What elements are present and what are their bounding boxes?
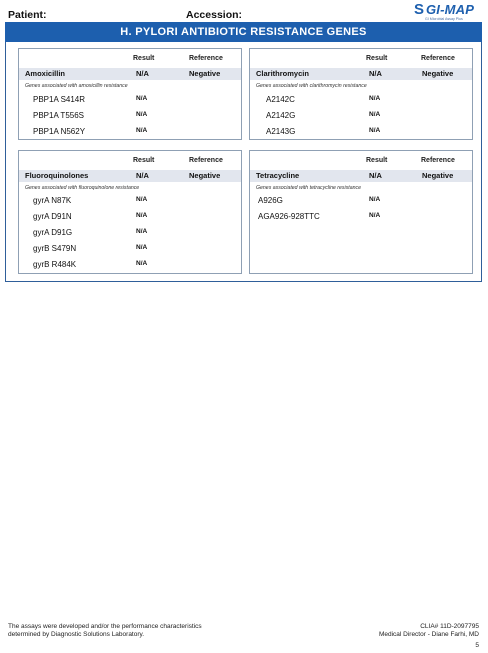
gene-name: gyrB S479N: [33, 244, 77, 253]
drug-result: N/A: [136, 171, 149, 180]
footer-lab-info: [379, 623, 479, 639]
result-col-header: Result: [366, 157, 388, 164]
drug-row: [250, 170, 472, 182]
reference-col-header: Reference: [189, 157, 223, 164]
drug-name: Amoxicillin: [25, 69, 66, 78]
gene-name: gyrA N87K: [33, 196, 72, 205]
accession-label: Accession:: [186, 9, 243, 21]
drug-reference: Negative: [422, 171, 454, 180]
gene-result: N/A: [369, 95, 381, 102]
gene-name: PBP1A N562Y: [33, 127, 86, 136]
gene-name: A2142C: [266, 95, 295, 104]
logo-text: GI-MAP: [426, 2, 475, 17]
gene-name: gyrB R484K: [33, 260, 77, 269]
gene-result: N/A: [136, 196, 148, 203]
patient-label: Patient:: [8, 9, 47, 21]
panel-fluoroquinolones: [18, 150, 242, 274]
panel-tetracycline: [249, 150, 473, 274]
genes-subtitle: Genes associated with amoxicillin resistance: [25, 83, 128, 89]
gene-result: N/A: [136, 212, 148, 219]
footer-disclaimer-line: The assays were developed and/or the performance characteristics: [8, 623, 202, 630]
page-number: 5: [475, 642, 479, 649]
gene-name: AGA926-928TTC: [258, 212, 320, 221]
drug-reference: Negative: [189, 171, 221, 180]
gene-name: gyrA D91N: [33, 212, 72, 221]
result-col-header: Result: [133, 157, 155, 164]
gene-name: A2142G: [266, 111, 296, 120]
gene-result: N/A: [136, 127, 148, 134]
gene-name: A926G: [258, 196, 283, 205]
footer-disclaimer-line: determined by Diagnostic Solutions Laboratory.: [8, 631, 145, 638]
gene-result: N/A: [369, 196, 381, 203]
drug-result: N/A: [369, 69, 382, 78]
gene-result: N/A: [136, 228, 148, 235]
reference-col-header: Reference: [189, 55, 223, 62]
clia-number: CLIA# 11D-2097795: [420, 623, 479, 630]
genes-subtitle: Genes associated with tetracycline resistance: [256, 185, 361, 191]
genes-subtitle: Genes associated with fluoroquinolone resistance: [25, 185, 140, 191]
reference-col-header: Reference: [421, 157, 455, 164]
panel-clarithromycin: [249, 48, 473, 140]
genes-subtitle: Genes associated with clarithromycin resistance: [256, 83, 367, 89]
gene-name: gyrA D91G: [33, 228, 73, 237]
drug-row: [250, 68, 472, 80]
gene-name: A2143G: [266, 127, 296, 136]
drug-name: Clarithromycin: [256, 69, 309, 78]
panel-amoxicillin: [18, 48, 242, 140]
gene-result: N/A: [136, 260, 148, 267]
footer-disclaimer: [8, 623, 202, 639]
result-col-header: Result: [366, 55, 388, 62]
drug-row: [19, 68, 241, 80]
gene-result: N/A: [136, 244, 148, 251]
drug-result: N/A: [136, 69, 149, 78]
gene-result: N/A: [369, 212, 381, 219]
result-col-header: Result: [133, 55, 155, 62]
gene-result: N/A: [369, 111, 381, 118]
gene-name: PBP1A S414R: [33, 95, 86, 104]
drug-name: Fluoroquinolones: [25, 171, 89, 180]
gi-map-logo: [414, 2, 484, 24]
drug-row: [19, 170, 241, 182]
reference-col-header: Reference: [421, 55, 455, 62]
gene-result: N/A: [136, 95, 148, 102]
logo-tagline: GI Microbial Assay Plus: [425, 17, 463, 21]
drug-reference: Negative: [422, 69, 454, 78]
section-title: H. PYLORI ANTIBIOTIC RESISTANCE GENES: [5, 22, 482, 42]
drug-result: N/A: [369, 171, 382, 180]
drug-reference: Negative: [189, 69, 221, 78]
logo-mark-icon: S: [414, 1, 425, 18]
gene-result: N/A: [136, 111, 148, 118]
drug-name: Tetracycline: [256, 171, 300, 180]
medical-director: Medical Director - Diane Farhi, MD: [378, 631, 479, 638]
gene-result: N/A: [369, 127, 381, 134]
gene-name: PBP1A T556S: [33, 111, 84, 120]
